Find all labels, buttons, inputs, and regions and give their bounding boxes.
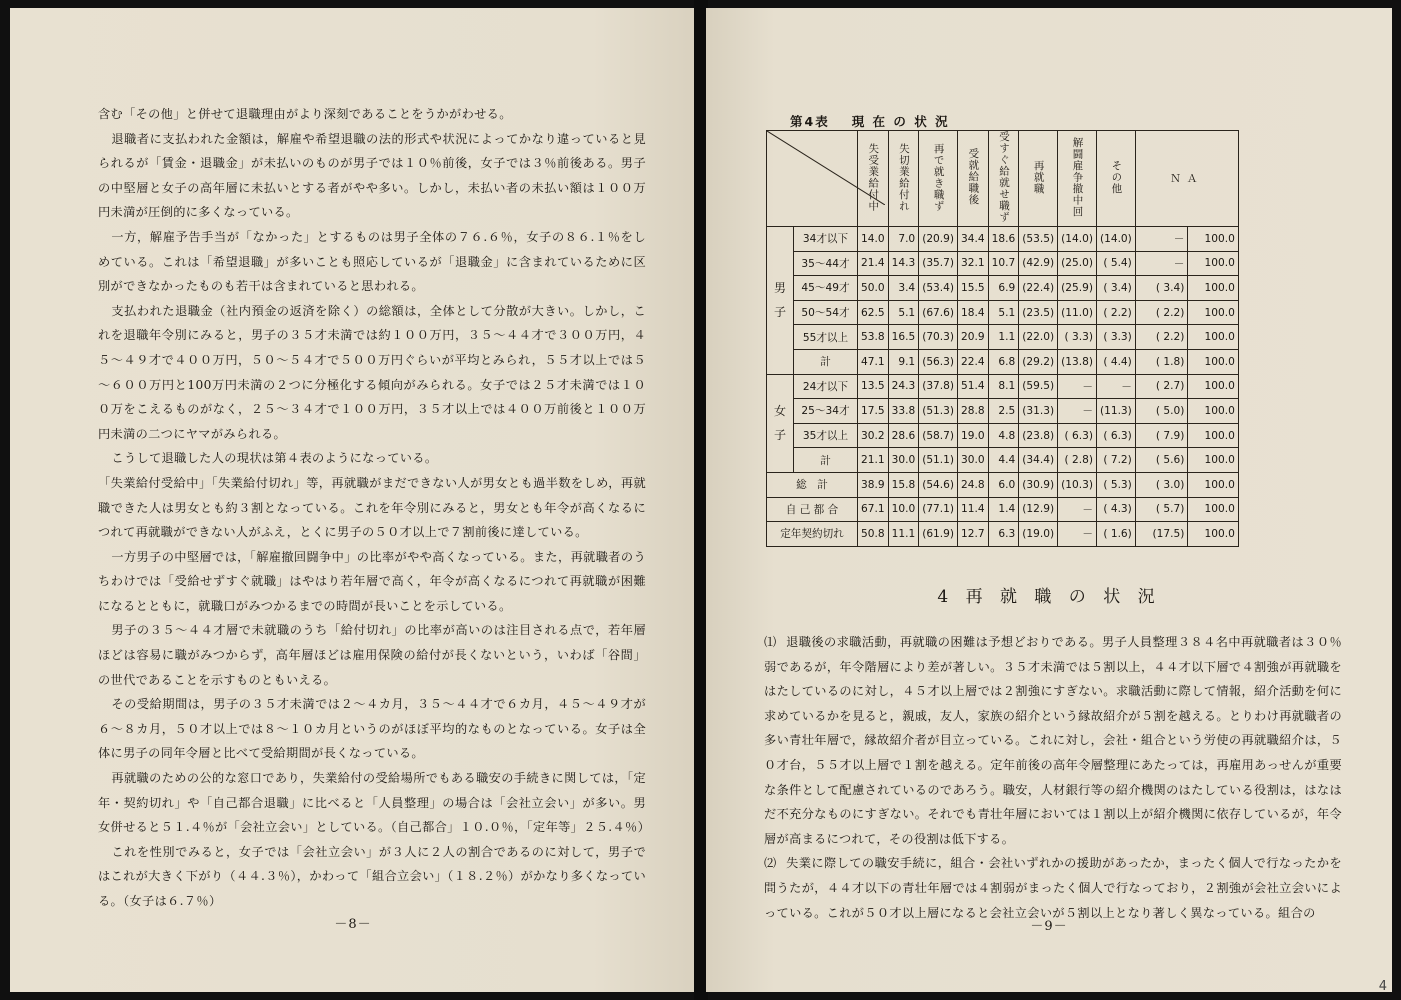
table-cell: (23.5) <box>1019 300 1058 325</box>
paragraph: 「失業給付受給中」「失業給付切れ」等，再就職がまだできない人が男女とも過半数をしめ，再就職できた人は男女とも約３割となっている。これを年令別にみると，男女とも年令が高くなるにつれて再就職ができない人がふえ，とくに男子の５０才以上で７割前後に達している。 <box>98 475 646 540</box>
table-cell: ( 7.2) <box>1096 448 1135 473</box>
table-cell: ( 5.6) <box>1135 448 1188 473</box>
column-header: 受就給職後 <box>958 131 989 227</box>
table-cell: (17.5) <box>1135 522 1188 547</box>
row-label: 50～54才 <box>794 300 858 325</box>
table-cell: 62.5 <box>858 300 889 325</box>
table-cell: ( 5.0) <box>1135 399 1188 424</box>
group-label: 男 子 <box>767 227 794 375</box>
table-cell: 34.4 <box>958 227 989 252</box>
row-label: 総 計 <box>767 472 858 497</box>
table-cell: 16.5 <box>888 325 919 350</box>
table-cell: (53.5) <box>1019 227 1058 252</box>
table-cell: ( 2.2) <box>1135 325 1188 350</box>
table-cell: 100.0 <box>1188 300 1238 325</box>
table-cell: (25.0) <box>1058 251 1097 276</box>
table-subtitle: 現 在 の 状 況 <box>851 114 950 129</box>
paragraph: 支払われた退職金（社内預金の返済を除く）の総額は，全体として分散が大きい。しかし，これを退職年令別にみると，男子の３５才未満では約１００万円，３５～４４才で３００万円，４５～４９才で４００万円，５０～５４才で５００万円ぐらいが平均とみられ，５５才以上では５～６００万円と100万円未満の２つに分極化する傾向がみられる。女子では２５才未満では１００万をこえるものがなく，２５～３４才で１００万円，３５才以上では４００万前後と１００万円未満の二つにヤマがみられる。 <box>98 303 646 441</box>
table-row <box>767 522 1239 547</box>
table-cell: 47.1 <box>858 349 889 374</box>
table-cell: (67.6) <box>919 300 958 325</box>
column-header: ＮＡ <box>1135 131 1238 227</box>
paragraph: こうして退職した人の現状は第４表のようになっている。 <box>111 451 438 466</box>
table-cell: (35.7) <box>919 251 958 276</box>
row-label: 45～49才 <box>794 276 858 301</box>
table-cell: 21.1 <box>858 448 889 473</box>
table-cell: (31.3) <box>1019 399 1058 424</box>
table-cell: 30.0 <box>888 448 919 473</box>
table-cell: 18.4 <box>958 300 989 325</box>
table-cell: 100.0 <box>1188 423 1238 448</box>
table-cell: 67.1 <box>858 497 889 522</box>
corner-mark: 4 <box>1378 979 1387 994</box>
table-title: 第4表 現 在 の 状 況 <box>790 114 950 129</box>
table-cell: ( 2.7) <box>1135 374 1188 399</box>
table-cell: (51.1) <box>919 448 958 473</box>
table-row <box>767 472 1239 497</box>
table-row <box>767 276 1239 301</box>
table-row <box>767 374 1239 399</box>
table-cell: ( 5.7) <box>1135 497 1188 522</box>
table-cell: (70.3) <box>919 325 958 350</box>
table-cell: 7.0 <box>888 227 919 252</box>
table-header-row <box>767 131 1239 227</box>
table-cell: 30.2 <box>858 423 889 448</box>
table-cell: 14.3 <box>888 251 919 276</box>
table-row <box>767 399 1239 424</box>
table-cell: 6.0 <box>988 472 1019 497</box>
table-cell: (12.9) <box>1019 497 1058 522</box>
table-cell: ( 1.6) <box>1096 522 1135 547</box>
table-cell: 100.0 <box>1188 349 1238 374</box>
table-cell: 32.1 <box>958 251 989 276</box>
table-cell: ( 3.3) <box>1096 325 1135 350</box>
table-cell: 18.6 <box>988 227 1019 252</box>
row-label: 計 <box>794 448 858 473</box>
left-page-body <box>98 102 651 914</box>
numbered-item <box>764 630 1342 851</box>
table-cell: (25.9) <box>1058 276 1097 301</box>
table-cell: 17.5 <box>858 399 889 424</box>
column-header: 失受業給付中 <box>858 131 889 227</box>
table-cell: 5.1 <box>888 300 919 325</box>
paragraph: その受給期間は，男子の３５才未満では２～４カ月，３５～４４才で６カ月，４５～４９才が６～８カ月，５０才以上では８～１０カ月というのがほぼ平均的なものとなっている。女子は全体に男子の同年令層と比べて受給期間が長くなっている。 <box>98 697 646 761</box>
table-cell: 100.0 <box>1188 497 1238 522</box>
right-page <box>706 8 1392 992</box>
group-label: 女 子 <box>767 374 794 472</box>
table-cell: (53.4) <box>919 276 958 301</box>
paragraph: 含む「その他」と併せて退職理由がより深刻であることをうかがわせる。 <box>98 107 512 121</box>
paragraph: 男子の３５～４４才層で未就職のうち「給付切れ」の比率が高いのは注目される点で，若年層ほどは容易に職がみつからず，高年層ほどは雇用保険の給付が長くないという，いわば「谷間」の世代であることを示すものともいえる。 <box>98 623 646 687</box>
table-cell: 28.8 <box>958 399 989 424</box>
table-cell: 1.1 <box>988 325 1019 350</box>
table-cell: 19.0 <box>958 423 989 448</box>
table-cell: (13.8) <box>1058 349 1097 374</box>
table-cell: 10.0 <box>888 497 919 522</box>
paragraph: これを性別でみると，女子では「会社立会い」が３人に２人の割合であるのに対して，男子ではこれが大きく下がり（４４.３％），かわって「組合立会い」（１８.２％）がかなり多くなっている。（女子は６.７％） <box>98 844 646 908</box>
table-cell: ( 6.3) <box>1058 423 1097 448</box>
status-table <box>766 130 1239 547</box>
table-row <box>767 497 1239 522</box>
paragraph: 一方男子の中堅層では，「解雇撤回闘争中」の比率がやや高くなっている。また，再就職者のうちわけでは「受給せずすぐ就職」はやはり若年層で高く，年令が高くなるにつれて再就職が困難になるとともに，就職口がみつかるまでの時間が長いことを示している。 <box>98 549 646 613</box>
page-number-left: －8－ <box>334 917 372 932</box>
paragraph: 一方，解雇予告手当が「なかった」とするものは男子全体の７６.６％，女子の８６.１％をしめている。これは「希望退職」が多いことも照応しているが「退職金」に含まれているために区別ができなかったものも若干は含まれていると思われる。 <box>98 229 646 294</box>
table-cell: 50.0 <box>858 276 889 301</box>
row-label: 35才以上 <box>794 423 858 448</box>
table-cell: 33.8 <box>888 399 919 424</box>
table-cell: 1.4 <box>988 497 1019 522</box>
row-label: 35～44才 <box>794 251 858 276</box>
left-page <box>10 8 696 992</box>
table-cell: ( 2.2) <box>1135 300 1188 325</box>
table-cell: － <box>1135 251 1188 276</box>
section-title: 4 再 就 職 の 状 況 <box>937 587 1161 607</box>
table-cell: 6.3 <box>988 522 1019 547</box>
table-row <box>767 227 1239 252</box>
table-cell: － <box>1096 374 1135 399</box>
table-cell: (10.3) <box>1058 472 1097 497</box>
table-cell: 8.1 <box>988 374 1019 399</box>
table-cell: 6.9 <box>988 276 1019 301</box>
column-header: 解闘雇争撤中回 <box>1058 131 1097 227</box>
table-cell: (54.6) <box>919 472 958 497</box>
column-header: 受すぐ給就せ職ず <box>988 131 1019 227</box>
table-cell: 11.4 <box>958 497 989 522</box>
table-cell: ( 1.8) <box>1135 349 1188 374</box>
column-header: 再就職 <box>1019 131 1058 227</box>
table-cell: (51.3) <box>919 399 958 424</box>
table-cell: (20.9) <box>919 227 958 252</box>
table-cell: 28.6 <box>888 423 919 448</box>
table-cell: 6.8 <box>988 349 1019 374</box>
table-cell: 100.0 <box>1188 448 1238 473</box>
table-cell: (77.1) <box>919 497 958 522</box>
table-cell: 51.4 <box>958 374 989 399</box>
table-row <box>767 448 1239 473</box>
table-row <box>767 325 1239 350</box>
table-cell: (58.7) <box>919 423 958 448</box>
item-text: 退職後の求職活動，再就職の困難は予想どおりである。男子人員整理３８４名中再就職者は３０％弱であるが，年令階層により差が著しい。３５才未満では５割以上，４４才以下層で４割強が再就職をはたしているのに対し，４５才以上層では２割強にすぎない。求職活動に際して情報，紹介活動を何に求めているかを見ると，親戚，友人，家族の紹介という縁故紹介が５割を越える。とりわけ再就職者の多い青壮年層で，縁故紹介者が目立っている。これに対し，会社・組合という労使の再就職紹介は，５０才台，５５才以上層で１割を越える。定年前後の高年令層整理にあたっては，再雇用あっせんが重要な条件として配慮されているのであろう。職安，人材銀行等の紹介機関のはたしている役割は，はなはだ不充分なものにすぎない。それでも青壮年層においては１割以上が紹介機関に依存しているが，年令層が高まるにつれて，その役割は低下する。 <box>764 635 1342 846</box>
column-header: 失切業給付れ <box>888 131 919 227</box>
table-cell: ( 2.8) <box>1058 448 1097 473</box>
table-cell: 100.0 <box>1188 325 1238 350</box>
page-number-right: －9－ <box>1030 919 1068 934</box>
table-cell: 4.8 <box>988 423 1019 448</box>
diagonal-line <box>767 131 885 205</box>
table-cell: (59.5) <box>1019 374 1058 399</box>
table-cell: 38.9 <box>858 472 889 497</box>
item-marker: ⑵ <box>764 856 777 871</box>
table-cell: ( 5.4) <box>1096 251 1135 276</box>
table-cell: 13.5 <box>858 374 889 399</box>
table-row <box>767 349 1239 374</box>
table-cell: 100.0 <box>1188 522 1238 547</box>
table-cell: 24.8 <box>958 472 989 497</box>
column-header: その他 <box>1096 131 1135 227</box>
table-cell: (14.0) <box>1058 227 1097 252</box>
table-cell: 15.5 <box>958 276 989 301</box>
table-cell: ( 2.2) <box>1096 300 1135 325</box>
table-cell: 100.0 <box>1188 227 1238 252</box>
table-cell: 15.8 <box>888 472 919 497</box>
table-cell: － <box>1058 497 1097 522</box>
row-label: 24才以下 <box>794 374 858 399</box>
table-body <box>767 227 1239 547</box>
table-cell: 100.0 <box>1188 374 1238 399</box>
table-cell: 100.0 <box>1188 251 1238 276</box>
table-cell: (29.2) <box>1019 349 1058 374</box>
table-cell: (42.9) <box>1019 251 1058 276</box>
table-cell: 100.0 <box>1188 276 1238 301</box>
table-cell: ( 5.3) <box>1096 472 1135 497</box>
table-cell: (23.8) <box>1019 423 1058 448</box>
table-cell: (56.3) <box>919 349 958 374</box>
table-cell: ( 3.4) <box>1096 276 1135 301</box>
table-cell: (61.9) <box>919 522 958 547</box>
table-cell: 50.8 <box>858 522 889 547</box>
table-cell: 10.7 <box>988 251 1019 276</box>
table-cell: ( 3.0) <box>1135 472 1188 497</box>
table-cell: (11.0) <box>1058 300 1097 325</box>
table-cell: (14.0) <box>1096 227 1135 252</box>
table-cell: 22.4 <box>958 349 989 374</box>
table-cell: 9.1 <box>888 349 919 374</box>
table-cell: 3.4 <box>888 276 919 301</box>
row-label: 計 <box>794 349 858 374</box>
table-cell: 30.0 <box>958 448 989 473</box>
table-cell: (34.4) <box>1019 448 1058 473</box>
table-cell: ( 6.3) <box>1096 423 1135 448</box>
right-page-body <box>764 630 1342 925</box>
table-cell: 2.5 <box>988 399 1019 424</box>
item-text: 失業に際しての職安手続に，組合・会社いずれかの援助があったか，まったく個人で行なったかを問うたが，４４才以下の青壮年層では４割弱がまったく個人で行なっており，２割強が会社立会いによっている。これが５０才以上層になると会社立会いが５割以上となり著しく異なっている。組合の <box>764 856 1342 920</box>
table-cell: 24.3 <box>888 374 919 399</box>
table-cell: (11.3) <box>1096 399 1135 424</box>
table-cell: － <box>1058 522 1097 547</box>
table-cell: (22.4) <box>1019 276 1058 301</box>
table-cell: － <box>1058 399 1097 424</box>
table-cell: ( 3.4) <box>1135 276 1188 301</box>
row-label: 34才以下 <box>794 227 858 252</box>
row-label: 定年契約切れ <box>767 522 858 547</box>
table-cell: (37.8) <box>919 374 958 399</box>
table-cell: 20.9 <box>958 325 989 350</box>
table-cell: (30.9) <box>1019 472 1058 497</box>
table-row <box>767 300 1239 325</box>
table-cell: 100.0 <box>1188 472 1238 497</box>
table-cell: 53.8 <box>858 325 889 350</box>
row-label: 自 己 都 合 <box>767 497 858 522</box>
table-cell: ( 4.4) <box>1096 349 1135 374</box>
table-cell: 4.4 <box>988 448 1019 473</box>
row-label: 55才以上 <box>794 325 858 350</box>
row-label: 25～34才 <box>794 399 858 424</box>
diagonal-header-cell <box>767 131 858 227</box>
paragraph: 再就職のための公的な窓口であり，失業給付の受給場所でもある職安の手続きに関しては，「定年・契約切れ」や「自己都合退職」に比べると「人員整理」の場合は「会社立会い」が多い。男女併せると５１.４％が「会社立会い」としている。（自己都合」１０.０％，「定年等」２５.４％） <box>98 771 651 835</box>
table-cell: 12.7 <box>958 522 989 547</box>
paragraph: 退職者に支払われた金額は，解雇や希望退職の法的形式や状況によってかなり違っていると見られるが「賃金・退職金」が未払いのものが男子では１０％前後，女子では３％前後ある。男子の中堅層と女子の高年層に未払いとする者がやや多い。しかし，未払い者の未払い額は１００万円未満が圧倒的に多くなっている。 <box>98 131 646 220</box>
table-cell: (22.0) <box>1019 325 1058 350</box>
table-row <box>767 251 1239 276</box>
table-cell: ( 3.3) <box>1058 325 1097 350</box>
table-cell: ( 7.9) <box>1135 423 1188 448</box>
table-cell: 5.1 <box>988 300 1019 325</box>
table-cell: 11.1 <box>888 522 919 547</box>
table-cell: ( 4.3) <box>1096 497 1135 522</box>
table-cell: 100.0 <box>1188 399 1238 424</box>
table-row <box>767 423 1239 448</box>
table-cell: (19.0) <box>1019 522 1058 547</box>
item-marker: ⑴ <box>764 635 777 649</box>
table-cell: 21.4 <box>858 251 889 276</box>
table-cell: － <box>1135 227 1188 252</box>
column-header: 再で就き職ず <box>919 131 958 227</box>
table-cell: 14.0 <box>858 227 889 252</box>
table-cell: － <box>1058 374 1097 399</box>
